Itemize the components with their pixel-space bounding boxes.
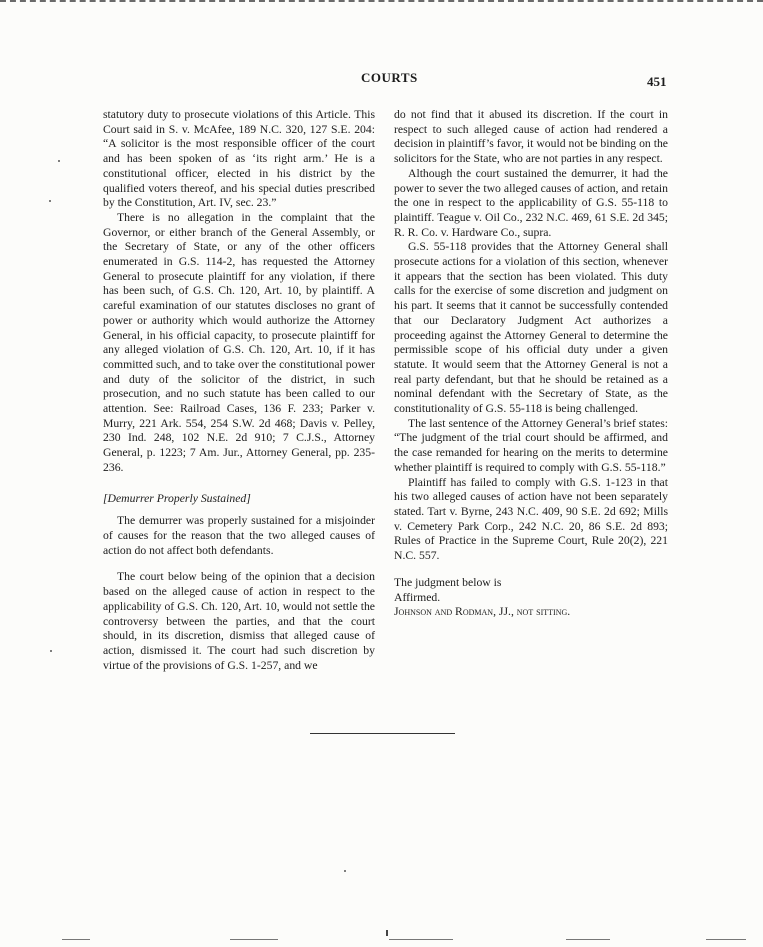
bottom-rule	[62, 939, 90, 940]
right-paragraph-4: The last sentence of the Attorney General’s brief states: “The judgment of the trial court should be affirmed, and the case remanded for hearing on the merits to determine whether plaintiff is required to comply with G.S. 55-118.”	[394, 416, 668, 474]
right-paragraph-5: Plaintiff has failed to comply with G.S. 1-123 in that his two alleged causes of action have not been separately stated. Tart v. Byrne, 243 N.C. 409, 90 S.E. 2d 692; Mills v. Cemetery Park Corp., 242 N.C. 20, 86 S.E. 2d 893; Rules of Practice in the Supreme Court, Rule 20(2), 221 N.C. 557.	[394, 475, 668, 563]
end-rule	[310, 733, 455, 734]
left-paragraph-4: The court below being of the opinion that a decision based on the alleged cause of action in respect to the applicability of G.S. Ch. 120, Art. 10, would not settle the controversy between the parties, and that the court should, in its discretion, dismiss that alleged cause of action, dismissed it. The court had such discretion by virtue of the provisions of G.S. 1-257, and we	[103, 570, 375, 672]
bottom-tick	[386, 930, 388, 936]
bottom-rule	[230, 939, 278, 940]
section-heading: [Demurrer Properly Sustained]	[103, 491, 251, 505]
running-title: COURTS	[361, 70, 418, 85]
judgment-block	[394, 576, 668, 605]
scan-speck	[344, 870, 346, 872]
left-column	[103, 108, 375, 673]
page-number: 451	[647, 74, 667, 89]
left-paragraph-1: statutory duty to prosecute violations of this Article. This Court said in S. v. McAfee, 189 N.C. 320, 127 S.E. 204: “A solicitor is the most responsible officer of the court and has been spoken of as ‘its right arm.’ He is a constitutional officer, elected in his district by the qualified voters thereof, and his special duties prescribed by the Constitution, Art. IV, sec. 23.”	[103, 108, 375, 210]
scan-speck	[50, 650, 52, 652]
scan-speck	[58, 160, 60, 162]
scan-speck	[49, 200, 51, 202]
running-head	[0, 70, 763, 90]
page-top-edge	[0, 0, 763, 6]
left-paragraph-3: The demurrer was properly sustained for a misjoinder of causes for the reason that the two alleged causes of action do not affect both defendants.	[103, 514, 375, 557]
right-paragraph-1: do not find that it abused its discretion. If the court in respect to such alleged cause of action had rendered a decision in plaintiff’s favor, it would not be binding on the solicitors for the State, who are not parties in any respect.	[394, 108, 668, 166]
bottom-rule	[706, 939, 746, 940]
justices-note: Johnson and Rodman, JJ., not sitting.	[394, 605, 571, 619]
left-paragraph-2: There is no allegation in the complaint that the Governor, or either branch of the General Assembly, or the Secretary of State, or any of the other officers enumerated in G.S. 114-2, has requested the Attorney General to prosecute plaintiff for any violation, if there has been such, of G.S. Ch. 120, Art. 10, by plaintiff. A careful examination of our statutes discloses no grant of power or authority which would authorize the Attorney General, in his official capacity, to prosecute plaintiff for any alleged violation of G.S. Ch. 120, Art. 10, if it has committed such, and to take over the constitutional power and duty of the solicitor of the district, in such prosecution, and no such statute has been called to our attention. See: Railroad Cases, 136 F. 233; Parker v. Murry, 221 Ark. 554, 254 S.W. 2d 468; Davis v. Pelley, 230 Ind. 248, 102 N.E. 2d 910; 7 C.J.S., Attorney General, p. 1223; 7 Am. Jur., Attorney General, pp. 235-236.	[103, 210, 375, 474]
right-paragraph-3: G.S. 55-118 provides that the Attorney General shall prosecute actions for a violation of this section, whenever it appears that the section has been violated. This duty calls for the exercise of some discretion and judgment on his part. It seems that it cannot be successfully contended that our Declaratory Judgment Act authorizes a proceeding against the Attorney General to determine the permissible scope of his official duty under a given statute. It would seem that the Attorney General is not a real party defendant, but that he should be retained as a nominal defendant with the Secretary of State, as the constitutionality of G.S. 55-118 is being challenged.	[394, 240, 668, 416]
right-column	[394, 108, 668, 620]
bottom-rule	[566, 939, 610, 940]
right-paragraph-2: Although the court sustained the demurrer, it had the power to sever the two alleged causes of action, and retain the one in respect to the applicability of G.S. 55-118 to plaintiff. Teague v. Oil Co., 232 N.C. 469, 61 S.E. 2d 345; R. R. Co. v. Hardware Co., supra.	[394, 166, 668, 239]
judgment-line-1: The judgment below is	[394, 575, 502, 589]
judgment-line-2: Affirmed.	[394, 590, 441, 604]
bottom-rule	[389, 939, 453, 940]
